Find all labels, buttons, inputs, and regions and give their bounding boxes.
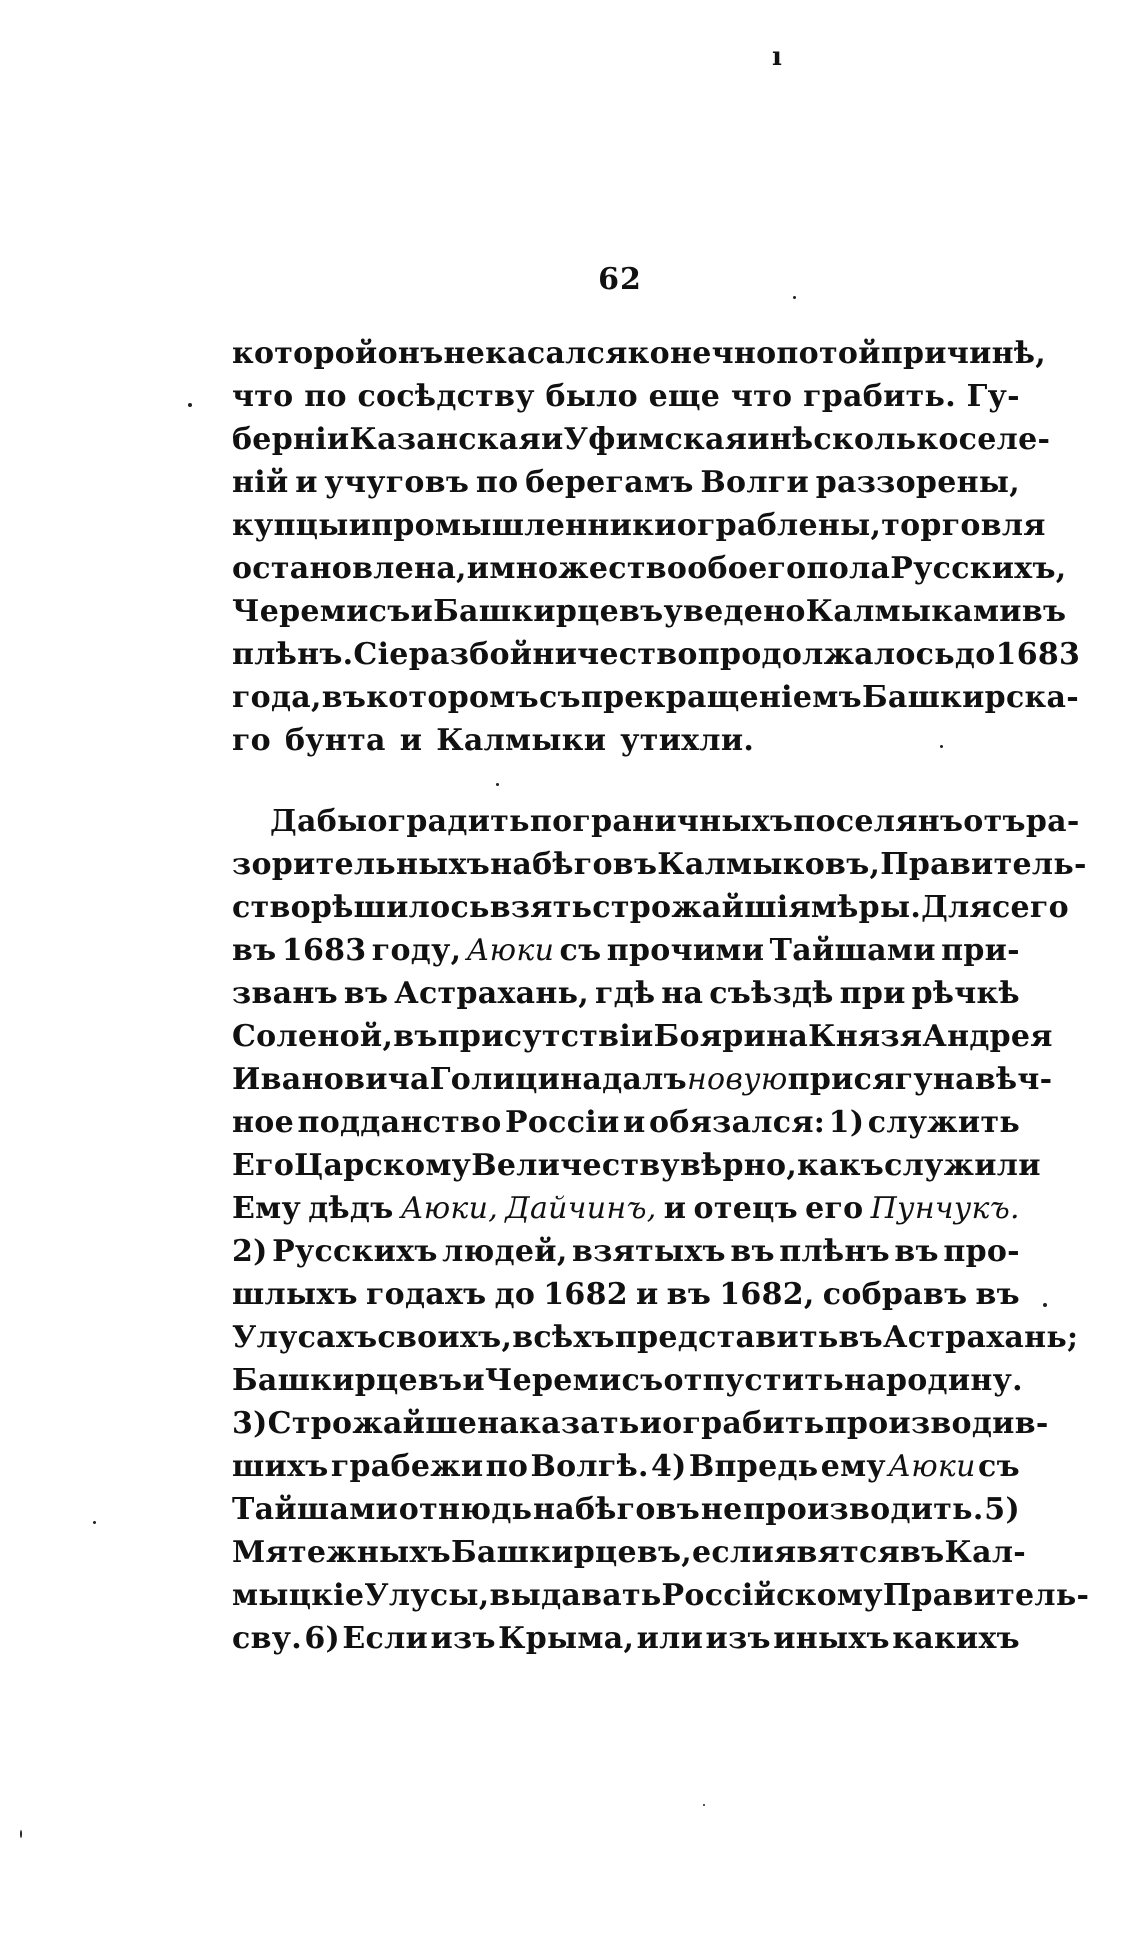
word: въ xyxy=(838,1320,883,1355)
scan-speck xyxy=(940,745,943,748)
word: Уфимская xyxy=(563,422,748,457)
word: съѣздѣ xyxy=(709,976,834,1011)
word: купцы xyxy=(232,508,349,543)
word: нѣсколько xyxy=(769,422,959,457)
text-line xyxy=(232,676,1079,719)
word: Волги xyxy=(700,465,810,500)
word: въ xyxy=(232,933,277,968)
word: до xyxy=(494,1277,536,1312)
word: Черемисъ xyxy=(484,1363,664,1398)
word: по xyxy=(776,336,819,371)
word: Русскихъ xyxy=(272,1234,438,1269)
word: обоего xyxy=(687,551,807,586)
word: грабежи xyxy=(330,1449,484,1484)
word: своихъ, xyxy=(377,1320,513,1355)
word: Правитель- xyxy=(882,1578,1090,1613)
word: и xyxy=(399,723,423,758)
text-line xyxy=(232,1273,1020,1316)
word: мыцкіе xyxy=(232,1578,365,1613)
word: сего xyxy=(991,890,1069,925)
word: наказать xyxy=(477,1406,640,1441)
text-line xyxy=(232,1058,1053,1101)
text-line xyxy=(232,1230,1020,1273)
word: 1682, xyxy=(719,1277,815,1312)
text-line xyxy=(232,972,1020,1015)
word: и xyxy=(623,1105,646,1140)
word: 2) xyxy=(232,1234,268,1269)
word: 5) xyxy=(984,1492,1020,1527)
scan-speck xyxy=(496,783,499,786)
word: Улусахъ xyxy=(232,1320,378,1355)
word: причинѣ, xyxy=(880,336,1047,371)
word: шлыхъ xyxy=(232,1277,358,1312)
word: онъ xyxy=(377,336,444,371)
word: взять xyxy=(489,890,593,925)
word: и xyxy=(639,1406,663,1441)
word: по xyxy=(485,1449,529,1484)
word: новую xyxy=(686,1062,788,1097)
word: прочими xyxy=(606,933,765,968)
text-line xyxy=(232,547,1067,590)
word: плѣнъ xyxy=(779,1234,890,1269)
word: Аюки, xyxy=(400,1191,499,1226)
word: Дабы xyxy=(270,804,368,839)
word: вѣрно, xyxy=(679,1148,798,1183)
word: явятся xyxy=(774,1535,901,1570)
word: селе- xyxy=(958,422,1051,457)
word: множество xyxy=(489,551,688,586)
word: присягу xyxy=(787,1062,933,1097)
word: конечно xyxy=(627,336,777,371)
word: утихли. xyxy=(620,723,755,758)
word: въ xyxy=(321,680,367,715)
word: при xyxy=(839,976,906,1011)
word: отецъ xyxy=(693,1191,798,1226)
word: до xyxy=(954,637,996,672)
word: бунта xyxy=(285,723,386,758)
text-line xyxy=(232,1316,1079,1359)
text-line xyxy=(232,461,1020,504)
word: ство xyxy=(232,890,311,925)
word: представить xyxy=(614,1320,839,1355)
scan-speck xyxy=(793,296,796,299)
text-line xyxy=(232,633,1081,676)
word: производив- xyxy=(824,1406,1049,1441)
text-line xyxy=(232,1144,1041,1187)
word: дѣдъ xyxy=(308,1191,394,1226)
word: Мятежныхъ xyxy=(232,1535,451,1570)
word: отпустить xyxy=(663,1363,844,1398)
word: Тайшами xyxy=(769,933,936,968)
word: зорительныхъ xyxy=(232,847,491,882)
word: званъ xyxy=(232,976,338,1011)
word: Дайчинъ, xyxy=(505,1191,657,1226)
word: взятыхъ xyxy=(572,1234,726,1269)
word: Боярина xyxy=(653,1019,809,1054)
word: 1) xyxy=(828,1105,865,1140)
page-number: 62 xyxy=(598,262,642,297)
word: шихъ xyxy=(232,1449,329,1484)
word: Его xyxy=(232,1148,295,1183)
paragraph-2 xyxy=(232,800,1090,1660)
word: и xyxy=(541,422,564,457)
word: 6) xyxy=(304,1621,340,1656)
word: родину. xyxy=(885,1363,1023,1398)
word: вѣч- xyxy=(974,1062,1053,1097)
word: и xyxy=(295,465,318,500)
word: въ xyxy=(1021,594,1067,629)
word: торговля xyxy=(881,508,1046,543)
word: которой xyxy=(232,336,378,371)
word: ограбить xyxy=(662,1406,825,1441)
word: пола xyxy=(806,551,891,586)
word: людей, xyxy=(442,1234,568,1269)
paragraph-1 xyxy=(232,332,1081,762)
word: Аюки xyxy=(466,933,555,968)
word: Астрахань; xyxy=(882,1320,1079,1355)
word: съ xyxy=(559,933,602,968)
word: рѣчкѣ xyxy=(911,976,1020,1011)
word: служили xyxy=(884,1148,1041,1183)
word: Правитель- xyxy=(880,847,1087,882)
word: 4) xyxy=(650,1449,687,1484)
word: рѣшилось xyxy=(310,890,490,925)
word: и xyxy=(663,1191,687,1226)
word: строжайшія xyxy=(592,890,811,925)
word: плѣнъ. xyxy=(232,637,354,672)
word: Улусы, xyxy=(364,1578,490,1613)
text-line xyxy=(232,1445,1020,1488)
word: годахъ xyxy=(365,1277,487,1312)
word: въ xyxy=(343,976,389,1011)
word: выдавать xyxy=(489,1578,662,1613)
word: Башкирцевъ xyxy=(433,594,664,629)
word: подданство xyxy=(297,1105,502,1140)
word: году, xyxy=(371,933,462,968)
word: 1682 xyxy=(543,1277,628,1312)
word: берніи xyxy=(232,422,350,457)
word: Калмыками xyxy=(805,594,1022,629)
word: той xyxy=(819,336,881,371)
word: Князя xyxy=(808,1019,923,1054)
word: остановлена, xyxy=(232,551,467,586)
word: Россійскому xyxy=(661,1578,883,1613)
word: Величеству xyxy=(471,1148,680,1183)
word: и xyxy=(410,594,434,629)
word: Впредь xyxy=(688,1449,819,1484)
text-line xyxy=(232,929,1020,972)
word: съ xyxy=(978,1449,1020,1484)
text-line xyxy=(232,504,1046,547)
word: отъ xyxy=(963,804,1026,839)
word: собравъ xyxy=(822,1277,968,1312)
word: ра- xyxy=(1025,804,1080,839)
word: 1683 xyxy=(995,637,1081,672)
word: въ xyxy=(730,1234,775,1269)
word: при- xyxy=(941,933,1020,968)
word: продолжалось xyxy=(697,637,955,672)
word: Казанская xyxy=(349,422,541,457)
word: съ xyxy=(538,680,581,715)
word: Для xyxy=(921,890,992,925)
text-line xyxy=(232,332,1047,375)
word: Если xyxy=(342,1621,429,1656)
word: Голицина xyxy=(429,1062,603,1097)
text-line xyxy=(232,1488,1020,1531)
text-line xyxy=(232,1101,1020,1144)
word: промышленники xyxy=(371,508,677,543)
text-line xyxy=(232,886,1069,929)
word: прекращеніемъ xyxy=(580,680,862,715)
word: и xyxy=(348,508,372,543)
word: Калмыки xyxy=(436,723,607,758)
word: въ xyxy=(666,1277,712,1312)
word: набѣговъ xyxy=(490,847,658,882)
word: года, xyxy=(232,680,322,715)
word: по xyxy=(304,379,347,414)
word: производить. xyxy=(743,1492,984,1527)
word: ній xyxy=(232,465,289,500)
word: всѣхъ xyxy=(512,1320,615,1355)
word: Сіе xyxy=(353,637,409,672)
word: Соленой, xyxy=(232,1019,394,1054)
scan-speck xyxy=(188,403,192,407)
word: ное xyxy=(232,1105,294,1140)
word: не xyxy=(700,1492,743,1527)
word: отнюдь xyxy=(398,1492,533,1527)
text-line xyxy=(232,1574,1090,1617)
text-line xyxy=(232,843,1087,886)
text-line xyxy=(232,800,1080,843)
text-line xyxy=(232,375,1020,418)
word: на xyxy=(661,976,704,1011)
word: уведено xyxy=(663,594,806,629)
word: что xyxy=(730,379,793,414)
word: оградить xyxy=(367,804,530,839)
word: Башкирцевъ xyxy=(232,1363,463,1398)
text-line xyxy=(232,590,1067,633)
word: Россіи xyxy=(504,1105,620,1140)
word: какихъ xyxy=(892,1621,1020,1656)
word: служить xyxy=(867,1105,1020,1140)
text-line xyxy=(232,418,1051,461)
word: Крыма, xyxy=(498,1621,635,1656)
word: его xyxy=(805,1191,864,1226)
word: Башкирска- xyxy=(861,680,1079,715)
word: касался xyxy=(485,336,628,371)
text-line xyxy=(232,719,1020,762)
word: какъ xyxy=(797,1148,885,1183)
word: поселянъ xyxy=(793,804,964,839)
word: Ивановича xyxy=(232,1062,430,1097)
word: на xyxy=(932,1062,975,1097)
word: Строжайше xyxy=(267,1406,478,1441)
page-mark: ı xyxy=(772,42,782,72)
word: 3) xyxy=(232,1406,268,1441)
scan-speck xyxy=(93,1521,96,1524)
word: въ xyxy=(975,1277,1020,1312)
word: присутствіи xyxy=(437,1019,654,1054)
word: изъ xyxy=(705,1621,771,1656)
word: на xyxy=(843,1363,886,1398)
word: если xyxy=(692,1535,775,1570)
word: раззорены, xyxy=(815,465,1020,500)
text-line xyxy=(232,1617,1020,1660)
word: Андрея xyxy=(922,1019,1053,1054)
text-line xyxy=(232,1359,1023,1402)
word: изъ xyxy=(430,1621,496,1656)
scan-speck xyxy=(703,1804,705,1806)
word: учуговъ xyxy=(324,465,470,500)
text-line xyxy=(232,1015,1053,1058)
word: въ xyxy=(894,1234,939,1269)
word: берегамъ xyxy=(525,465,694,500)
word: Тайшами xyxy=(232,1492,399,1527)
word: ограблены, xyxy=(676,508,882,543)
word: которомъ xyxy=(366,680,539,715)
word: сву. xyxy=(232,1621,302,1656)
word: или xyxy=(636,1621,704,1656)
word: про- xyxy=(943,1234,1020,1269)
word: мѣры. xyxy=(810,890,922,925)
word: и xyxy=(747,422,770,457)
word: го xyxy=(232,723,271,758)
word: и xyxy=(636,1277,659,1312)
text-line xyxy=(232,1187,1020,1230)
word: разбойничество xyxy=(408,637,698,672)
word: Башкирцевъ, xyxy=(450,1535,693,1570)
word: что xyxy=(232,379,294,414)
scan-speck xyxy=(1043,1303,1047,1307)
word: набѣговъ xyxy=(532,1492,701,1527)
word: Кал- xyxy=(944,1535,1027,1570)
word: Русскихъ, xyxy=(890,551,1067,586)
word: не xyxy=(443,336,486,371)
word: въ xyxy=(900,1535,945,1570)
word: грабить. xyxy=(803,379,956,414)
word: Ему xyxy=(232,1191,302,1226)
word: Калмыковъ, xyxy=(657,847,881,882)
scan-speck xyxy=(20,1830,22,1838)
word: еще xyxy=(648,379,721,414)
word: ему xyxy=(820,1449,886,1484)
word: въ xyxy=(393,1019,438,1054)
word: пограничныхъ xyxy=(529,804,794,839)
word: Черемисъ xyxy=(232,594,411,629)
word: и xyxy=(466,551,490,586)
word: сосѣдству xyxy=(357,379,535,414)
word: Волгѣ. xyxy=(530,1449,649,1484)
word: 1683 xyxy=(281,933,367,968)
word: далъ xyxy=(602,1062,687,1097)
text-line xyxy=(232,1402,1049,1445)
word: и xyxy=(462,1363,485,1398)
word: обязался: xyxy=(649,1105,826,1140)
word: гдѣ xyxy=(594,976,656,1011)
word: Гу- xyxy=(966,379,1020,414)
word: по xyxy=(475,465,519,500)
word: иныхъ xyxy=(773,1621,890,1656)
word: Пунчукъ. xyxy=(870,1191,1020,1226)
word: Аюки xyxy=(888,1449,976,1484)
word: Астрахань, xyxy=(394,976,590,1011)
word: было xyxy=(545,379,638,414)
word: Царскому xyxy=(294,1148,472,1183)
text-line xyxy=(232,1531,1027,1574)
